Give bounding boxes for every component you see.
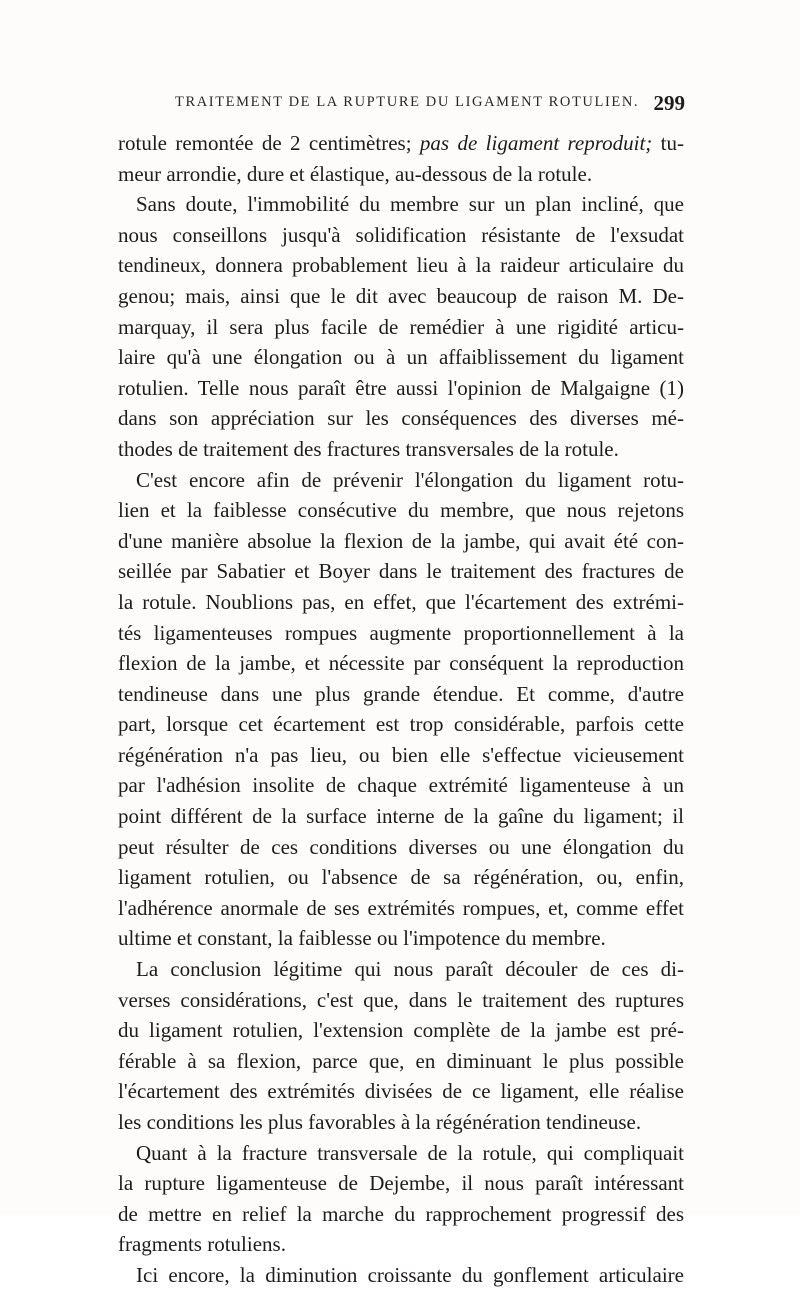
text-line: d'une manière absolue la flexion de la jambe, qui avait été con-	[118, 528, 684, 553]
text-line: tendineuse dans une plus grande étendue. Et comme, d'autre	[118, 681, 684, 706]
text-line: laire qu'à une élongation ou à un affaiblissement du ligament	[118, 345, 684, 370]
text-line: seillée par Sabatier et Boyer dans le traitement des fractures de	[118, 559, 684, 584]
text-line: tendineux, donnera probablement lieu à la raideur articulaire du	[118, 253, 684, 278]
text-line: part, lorsque cet écartement est trop considérable, parfois cette	[118, 712, 684, 737]
text-line: meur arrondie, dure et élastique, au-dessous de la rotule.	[118, 161, 593, 186]
text-line: genou; mais, ainsi que le dit avec beaucoup de raison M. De-	[118, 283, 684, 308]
text-line: marquay, il sera plus facile de remédier à une rigidité articu-	[118, 314, 684, 339]
text-line: lien et la faiblesse consécutive du membre, que nous rejetons	[118, 498, 684, 523]
page-number: 299	[653, 91, 685, 115]
text-line: de mettre en relief la marche du rapprochement progressif des	[118, 1201, 684, 1226]
text-line: ligament rotulien, ou l'absence de sa régénération, ou, enfin,	[118, 865, 684, 890]
text-line: régénération n'a pas lieu, ou bien elle s'effectue vicieusement	[118, 742, 684, 767]
text-line	[118, 128, 684, 159]
paragraph-first-line: Sans doute, l'immobilité du membre sur un plan incliné, que	[136, 192, 684, 217]
text-line: peut résulter de ces conditions diverses ou une élongation du	[118, 834, 684, 859]
text-line: flexion de la jambe, et nécessite par conséquent la reproduction	[118, 651, 684, 676]
text-span: rotule remontée de 2 centimètres;	[118, 131, 420, 155]
italic-phrase: pas de ligament reproduit;	[419, 131, 653, 155]
paragraph-first-line: C'est encore afin de prévenir l'élongation du ligament rotu-	[136, 467, 684, 492]
text-line: férable à sa flexion, parce que, en diminuant le plus possible	[118, 1048, 684, 1073]
paragraph-first-line: La conclusion légitime qui nous paraît découler de ces di-	[136, 957, 684, 982]
text-line: dans son appréciation sur les conséquences des diverses mé-	[118, 406, 684, 431]
text-line: la rotule. Noublions pas, en effet, que l'écartement des extrémi-	[118, 589, 684, 614]
text-line: du ligament rotulien, l'extension complète de la jambe est pré-	[118, 1018, 684, 1043]
text-line: point différent de la surface interne de la gaîne du ligament; il	[118, 804, 684, 829]
running-header	[175, 92, 685, 114]
text-line: thodes de traitement des fractures transversales de la rotule.	[118, 436, 619, 461]
paragraph-first-line: Ici encore, la diminution croissante du gonflement articulaire	[136, 1262, 684, 1287]
text-line: tés ligamenteuses rompues augmente proportionnellement à la	[118, 620, 684, 645]
text-span: tu-	[652, 131, 684, 155]
text-line: la rupture ligamenteuse de Dejembe, il nous paraît intéressant	[118, 1171, 684, 1196]
text-line: l'adhérence anormale de ses extrémités rompues, et, comme effet	[118, 895, 684, 920]
text-line: par l'adhésion insolite de chaque extrémité ligamenteuse à un	[118, 773, 684, 798]
body-text	[118, 128, 684, 1291]
text-line: nous conseillons jusqu'à solidification résistante de l'exsudat	[118, 222, 684, 247]
text-line: ultime et constant, la faiblesse ou l'impotence du membre.	[118, 926, 606, 951]
text-line: rotulien. Telle nous paraît être aussi l'opinion de Malgaigne (1)	[118, 375, 684, 400]
text-line: fragments rotuliens.	[118, 1232, 286, 1257]
paragraph-first-line: Quant à la fracture transversale de la rotule, qui compliquait	[136, 1140, 684, 1165]
running-title: TRAITEMENT DE LA RUPTURE DU LIGAMENT ROTULIEN.	[175, 94, 640, 110]
text-line: l'écartement des extrémités divisées de ce ligament, elle réalise	[118, 1079, 684, 1104]
text-line: les conditions les plus favorables à la régénération tendineuse.	[118, 1110, 642, 1134]
text-line: verses considérations, c'est que, dans le traitement des ruptures	[118, 987, 684, 1012]
